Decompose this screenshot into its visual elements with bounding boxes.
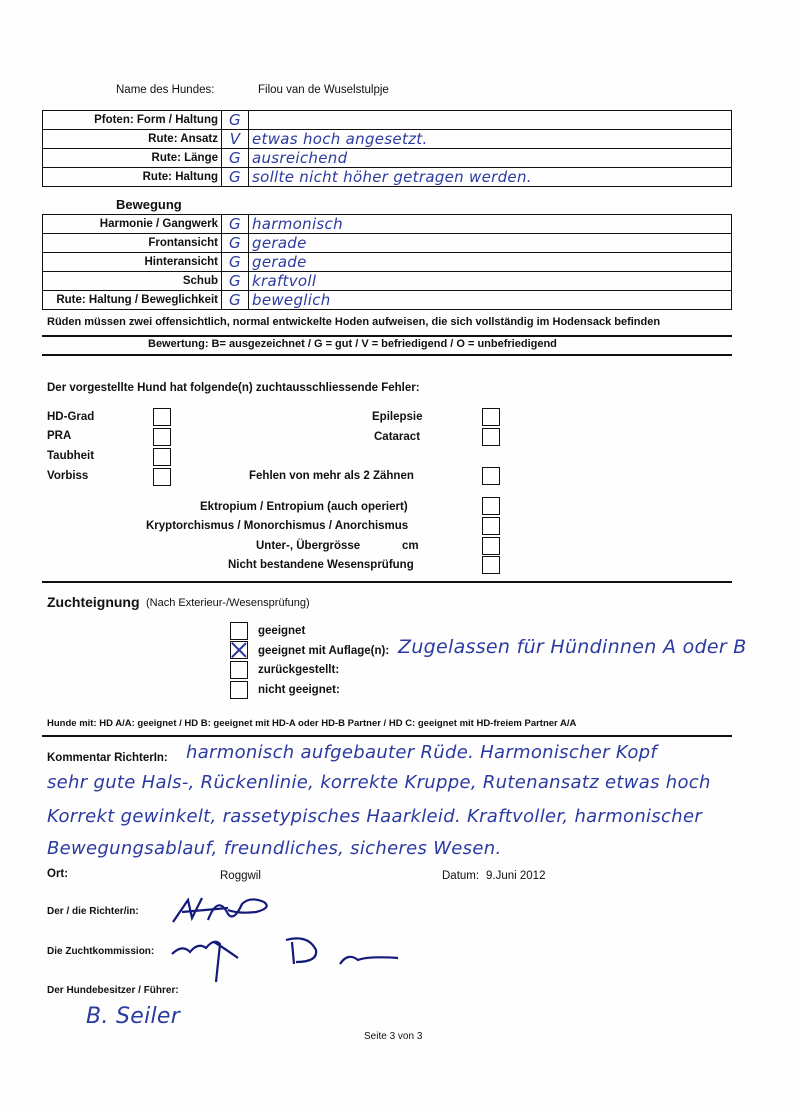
row-label: Rute: Haltung bbox=[43, 168, 222, 187]
fault-size-unit: cm bbox=[402, 540, 419, 552]
fault-underbite-checkbox[interactable] bbox=[153, 468, 171, 486]
table-row bbox=[43, 215, 732, 234]
fault-ectropion-checkbox[interactable] bbox=[482, 497, 500, 515]
fault-hd-label: HD-Grad bbox=[47, 411, 95, 423]
place-label: Ort: bbox=[47, 868, 69, 880]
fault-hd-checkbox[interactable] bbox=[153, 408, 171, 426]
fault-temperament-checkbox[interactable] bbox=[482, 556, 500, 574]
row-grade[interactable]: G bbox=[222, 149, 249, 168]
testicle-note: Rüden müssen zwei offensichtlich, normal entwickelte Hoden aufweisen, die sich vollständig im Hodensack befinden bbox=[47, 316, 661, 328]
row-label: Harmonie / Gangwerk bbox=[43, 215, 222, 234]
suitable-checkbox[interactable] bbox=[230, 622, 248, 640]
not-suitable-label: nicht geeignet: bbox=[258, 684, 340, 696]
fault-epilepsy-label: Epilepsie bbox=[372, 411, 423, 423]
dog-name-value: Filou van de Wuselstulpje bbox=[258, 84, 389, 96]
row-comment[interactable]: gerade bbox=[249, 234, 732, 253]
row-label: Hinteransicht bbox=[43, 253, 222, 272]
suitable-label: geeignet bbox=[258, 625, 306, 637]
movement-title: Bewegung bbox=[116, 197, 182, 212]
fault-cryptorchism-checkbox[interactable] bbox=[482, 517, 500, 535]
table-row bbox=[43, 234, 732, 253]
owner-signature: B. Seiler bbox=[86, 1004, 181, 1029]
divider bbox=[42, 581, 732, 583]
fault-temperament-label: Nicht bestandene Wesensprüfung bbox=[228, 559, 414, 571]
table-row bbox=[43, 149, 732, 168]
fault-teeth-label: Fehlen von mehr als 2 Zähnen bbox=[249, 470, 414, 482]
row-comment[interactable] bbox=[249, 111, 732, 130]
row-grade[interactable]: V bbox=[222, 130, 249, 149]
row-comment[interactable]: sollte nicht höher getragen werden. bbox=[249, 168, 732, 187]
comment-line: Korrekt gewinkelt, rassetypisches Haarkleid. Kraftvoller, harmonischer bbox=[47, 806, 703, 827]
fault-size-checkbox[interactable] bbox=[482, 537, 500, 555]
divider bbox=[42, 354, 732, 356]
row-label: Rute: Haltung / Beweglichkeit bbox=[43, 291, 222, 310]
owner-label: Der Hundebesitzer / Führer: bbox=[47, 985, 179, 996]
fault-underbite-label: Vorbiss bbox=[47, 470, 89, 482]
table-row bbox=[43, 130, 732, 149]
row-label: Schub bbox=[43, 272, 222, 291]
hd-note: Hunde mit: HD A/A: geeignet / HD B: geeignet mit HD-A oder HD-B Partner / HD C: geeignet mit HD-freiem Partner A/A bbox=[47, 718, 577, 729]
row-comment[interactable]: ausreichend bbox=[249, 149, 732, 168]
rating-legend: Bewertung: B= ausgezeichnet / G = gut / V = befriedigend / O = unbefriedigend bbox=[148, 338, 557, 350]
fault-size-label: Unter-, Übergrösse bbox=[256, 540, 361, 552]
judge-label: Der / die Richter/in: bbox=[47, 906, 139, 917]
commission-signature bbox=[168, 928, 458, 988]
table-row bbox=[43, 291, 732, 310]
row-grade[interactable]: G bbox=[222, 253, 249, 272]
row-label: Pfoten: Form / Haltung bbox=[43, 111, 222, 130]
divider bbox=[42, 335, 732, 337]
row-comment[interactable]: harmonisch bbox=[249, 215, 732, 234]
row-label: Frontansicht bbox=[43, 234, 222, 253]
deferred-checkbox[interactable] bbox=[230, 661, 248, 679]
comment-line: harmonisch aufgebauter Rüde. Harmonischer Kopf bbox=[186, 742, 657, 763]
comment-label: Kommentar RichterIn: bbox=[47, 752, 168, 764]
movement-table bbox=[42, 214, 732, 310]
date-label: Datum: bbox=[442, 870, 480, 882]
row-comment[interactable]: beweglich bbox=[249, 291, 732, 310]
row-grade[interactable]: G bbox=[222, 291, 249, 310]
fault-cataract-checkbox[interactable] bbox=[482, 428, 500, 446]
commission-label: Die Zuchtkommission: bbox=[47, 946, 155, 957]
table-row bbox=[43, 253, 732, 272]
table-row bbox=[43, 168, 732, 187]
comment-line: sehr gute Hals-, Rückenlinie, korrekte Kruppe, Rutenansatz etwas hoch bbox=[47, 772, 711, 793]
fault-deafness-label: Taubheit bbox=[47, 450, 95, 462]
conditions-text: Zugelassen für Hündinnen A oder B bbox=[398, 636, 747, 658]
row-comment[interactable]: gerade bbox=[249, 253, 732, 272]
row-grade[interactable]: G bbox=[222, 272, 249, 291]
breeding-subtitle: (Nach Exterieur-/Wesensprüfung) bbox=[146, 597, 310, 609]
page-number: Seite 3 von 3 bbox=[364, 1031, 423, 1042]
fault-ectropion-label: Ektropium / Entropium (auch operiert) bbox=[200, 501, 408, 513]
fault-pra-label: PRA bbox=[47, 430, 72, 442]
deferred-label: zurückgestellt: bbox=[258, 664, 340, 676]
table-row bbox=[43, 272, 732, 291]
table-row bbox=[43, 111, 732, 130]
row-comment[interactable]: kraftvoll bbox=[249, 272, 732, 291]
suitable-with-conditions-label: geeignet mit Auflage(n): bbox=[258, 645, 390, 657]
fault-cryptorchism-label: Kryptorchismus / Monorchismus / Anorchismus bbox=[146, 520, 409, 532]
row-label: Rute: Ansatz bbox=[43, 130, 222, 149]
row-comment[interactable]: etwas hoch angesetzt. bbox=[249, 130, 732, 149]
anatomy-table bbox=[42, 110, 732, 187]
fault-pra-checkbox[interactable] bbox=[153, 428, 171, 446]
fault-teeth-checkbox[interactable] bbox=[482, 467, 500, 485]
place-value: Roggwil bbox=[220, 870, 261, 882]
fault-epilepsy-checkbox[interactable] bbox=[482, 408, 500, 426]
row-grade[interactable]: G bbox=[222, 234, 249, 253]
date-value: 9.Juni 2012 bbox=[486, 870, 546, 882]
row-grade[interactable]: G bbox=[222, 111, 249, 130]
row-label: Rute: Länge bbox=[43, 149, 222, 168]
fault-deafness-checkbox[interactable] bbox=[153, 448, 171, 466]
suitable-with-conditions-checkbox[interactable] bbox=[230, 641, 248, 659]
dog-name-label: Name des Hundes: bbox=[116, 84, 215, 96]
not-suitable-checkbox[interactable] bbox=[230, 681, 248, 699]
faults-heading: Der vorgestellte Hund hat folgende(n) zuchtausschliessende Fehler: bbox=[47, 382, 420, 394]
row-grade[interactable]: G bbox=[222, 215, 249, 234]
comment-line: Bewegungsablauf, freundliches, sicheres Wesen. bbox=[47, 838, 502, 859]
fault-cataract-label: Cataract bbox=[374, 431, 421, 443]
row-grade[interactable]: G bbox=[222, 168, 249, 187]
divider bbox=[42, 735, 732, 737]
judge-signature bbox=[168, 892, 278, 928]
breeding-title: Zuchteignung bbox=[47, 594, 140, 610]
